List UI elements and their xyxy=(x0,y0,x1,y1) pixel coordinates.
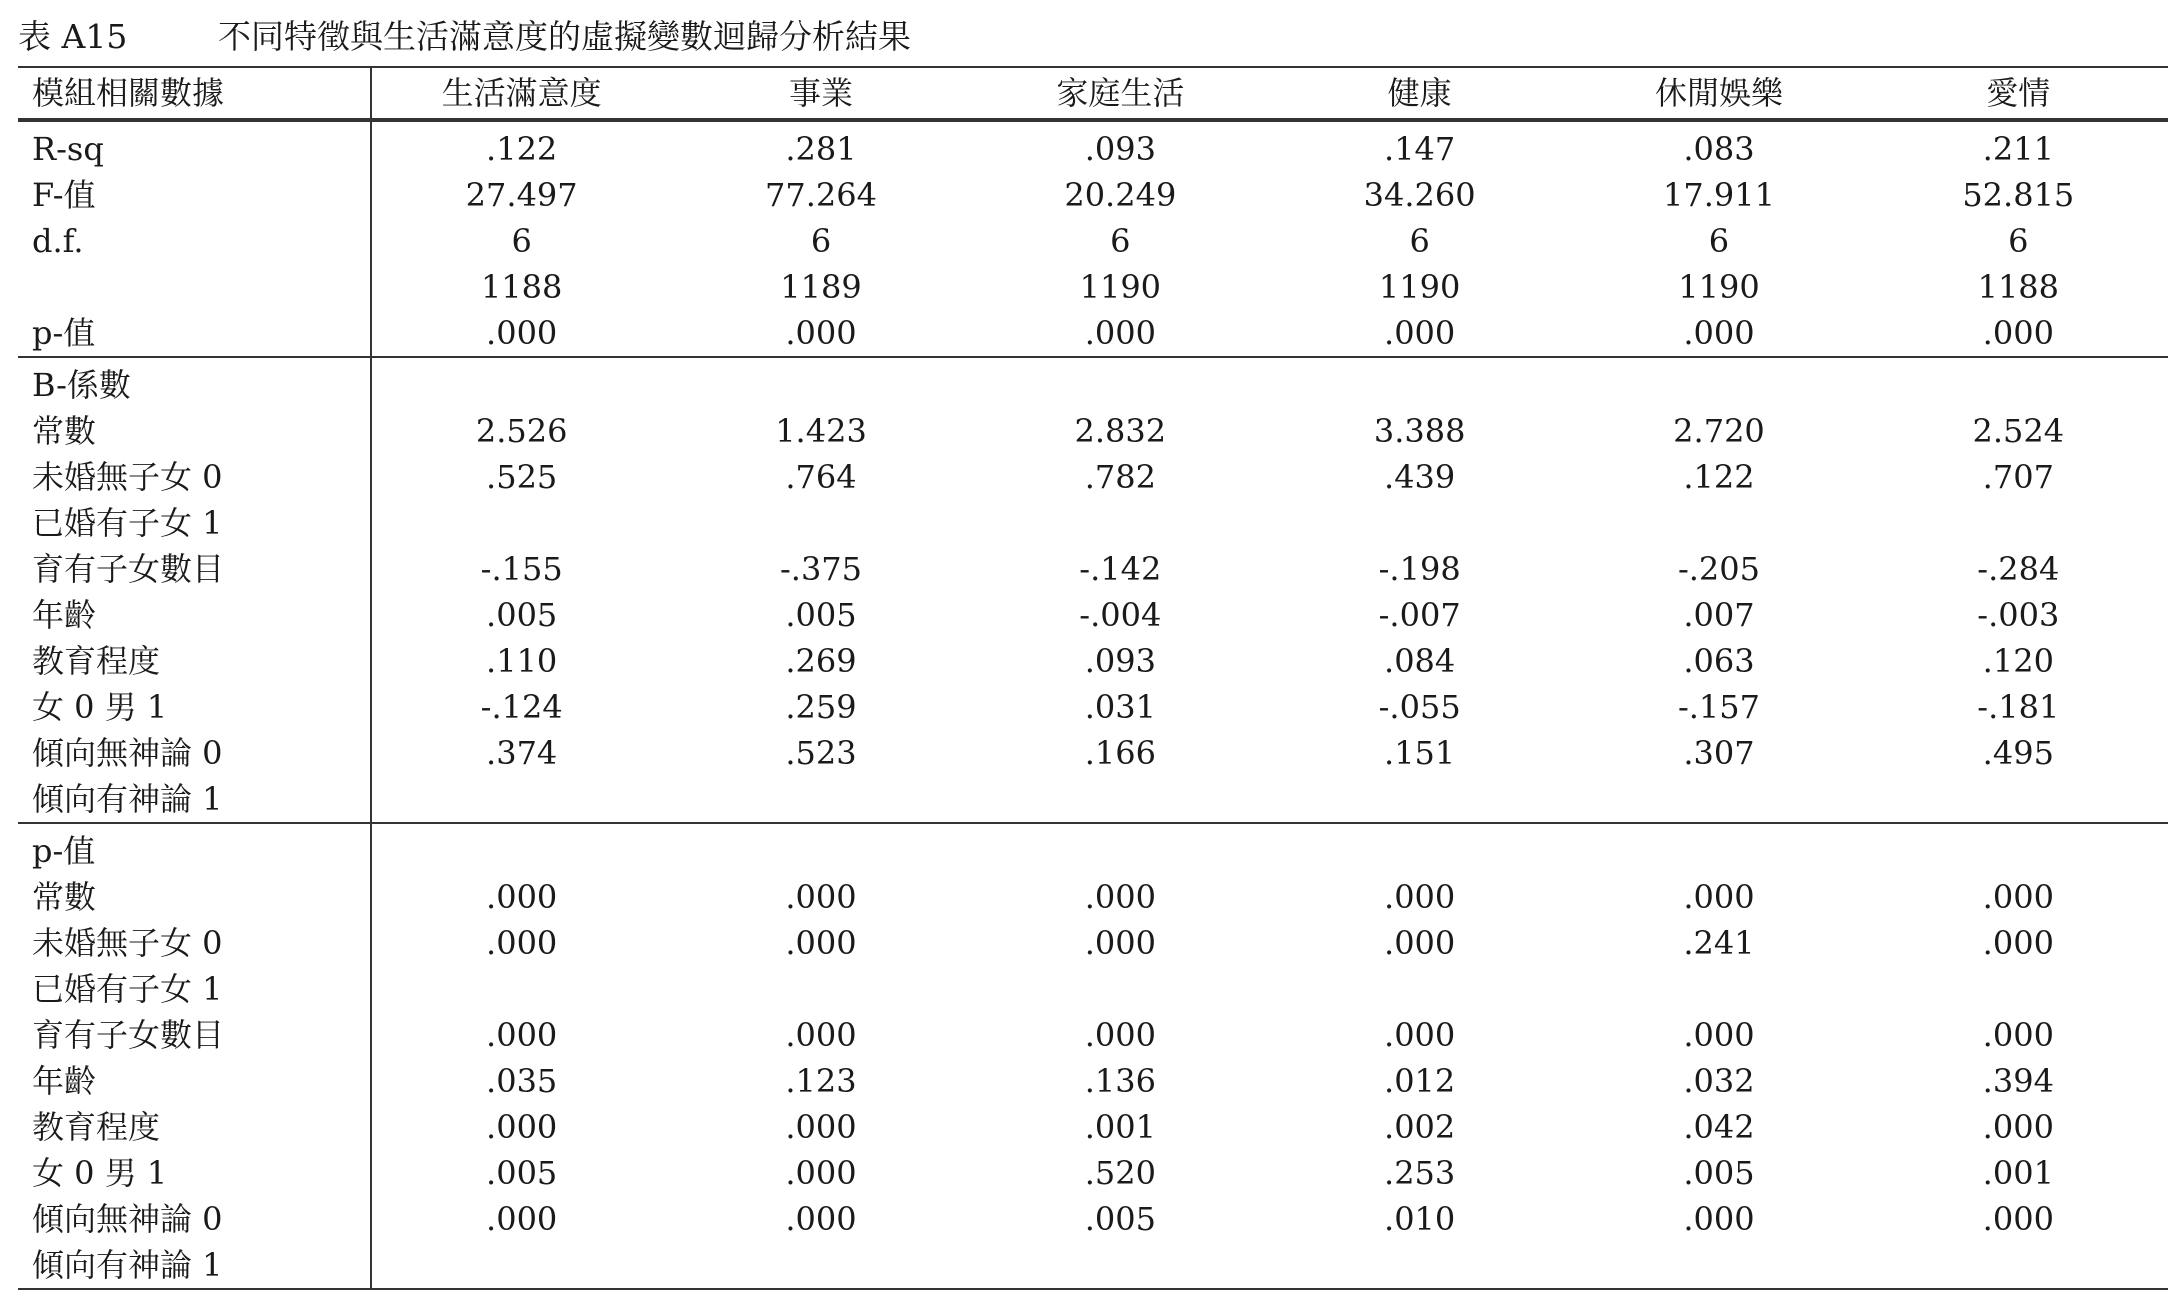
table-cell: .012 xyxy=(1384,1062,1456,1100)
table-cell: .000 xyxy=(1982,878,2054,916)
table-number: 表 A15 xyxy=(18,17,128,56)
table-cell xyxy=(372,828,671,874)
row-label: 年齡 xyxy=(32,596,97,634)
table-cell xyxy=(1569,362,1868,408)
table-cell xyxy=(971,1242,1270,1288)
data-column xyxy=(971,122,1270,356)
table-cell: .211 xyxy=(1982,130,2054,168)
column-header xyxy=(372,68,671,118)
table-cell: .093 xyxy=(1084,130,1156,168)
table-cell xyxy=(971,500,1270,546)
table-cell: .707 xyxy=(1982,458,2054,496)
row-label: 女 0 男 1 xyxy=(32,688,168,726)
table-cell xyxy=(671,1242,970,1288)
table-cell: 34.260 xyxy=(1363,176,1476,214)
row-label-header: 模組相關數據 xyxy=(32,74,225,112)
row-label: 已婚有子女 1 xyxy=(32,970,223,1008)
row-label: 傾向有神論 1 xyxy=(32,780,223,818)
column-header-label: 愛情 xyxy=(1986,74,2051,112)
table-cell: .374 xyxy=(486,734,558,772)
table-cell: .005 xyxy=(1683,1154,1755,1192)
column-header xyxy=(1270,68,1569,118)
table-cell: -.142 xyxy=(1079,550,1162,588)
table-cell xyxy=(1569,1242,1868,1288)
table-cell: .007 xyxy=(1683,596,1755,634)
table-cell xyxy=(372,1242,671,1288)
row-label: 育有子女數目 xyxy=(32,1016,225,1054)
table-cell: .147 xyxy=(1384,130,1456,168)
table-cell: .000 xyxy=(486,1200,558,1238)
table-cell: 2.832 xyxy=(1074,412,1167,450)
table-cell: .005 xyxy=(486,596,558,634)
row-label: 教育程度 xyxy=(32,1108,161,1146)
table-cell: .000 xyxy=(785,1154,857,1192)
regression-table xyxy=(18,66,2168,1290)
table-cell: .093 xyxy=(1084,642,1156,680)
table-caption xyxy=(18,12,911,62)
table-cell: .151 xyxy=(1384,734,1456,772)
row-label: 傾向有神論 1 xyxy=(32,1246,223,1284)
table-cell: .083 xyxy=(1683,130,1755,168)
table-cell: .110 xyxy=(486,642,558,680)
table-cell xyxy=(372,776,671,822)
table-cell: .000 xyxy=(1683,314,1755,352)
table-cell: -.003 xyxy=(1977,596,2060,634)
table-cell: .000 xyxy=(1982,1108,2054,1146)
table-cell: .000 xyxy=(785,924,857,962)
table-cell: .241 xyxy=(1683,924,1755,962)
column-header-label: 生活滿意度 xyxy=(441,74,602,112)
table-cell: 6 xyxy=(2008,222,2029,260)
table-cell xyxy=(971,828,1270,874)
table-cell xyxy=(1869,362,2168,408)
row-label: 未婚無子女 0 xyxy=(32,924,223,962)
table-cell: .000 xyxy=(486,924,558,962)
table-cell: .001 xyxy=(1982,1154,2054,1192)
table-header xyxy=(18,68,2168,120)
table-cell: .063 xyxy=(1683,642,1755,680)
table-cell: .136 xyxy=(1084,1062,1156,1100)
data-column xyxy=(671,358,970,822)
table-cell: 2.524 xyxy=(1972,412,2065,450)
data-column xyxy=(971,824,1270,1288)
table-cell: .000 xyxy=(1084,314,1156,352)
table-cell: 1188 xyxy=(480,268,563,306)
table-cell: .000 xyxy=(1084,1016,1156,1054)
row-label: B-係數 xyxy=(32,366,131,404)
table-cell: 6 xyxy=(810,222,832,260)
row-label: 常數 xyxy=(32,412,97,450)
table-cell: .782 xyxy=(1084,458,1156,496)
table-cell: .269 xyxy=(785,642,857,680)
table-cell: .122 xyxy=(486,130,558,168)
column-header-label: 休閒娛樂 xyxy=(1654,74,1783,112)
table-cell xyxy=(1869,828,2168,874)
table-cell: -.198 xyxy=(1378,550,1461,588)
data-column xyxy=(971,358,1270,822)
table-cell: .000 xyxy=(1084,878,1156,916)
table-cell: -.205 xyxy=(1677,550,1760,588)
table-cell: .259 xyxy=(785,688,857,726)
table-cell xyxy=(1270,776,1569,822)
column-header-label: 健康 xyxy=(1387,74,1452,112)
table-cell: .000 xyxy=(1982,1200,2054,1238)
table-cell: -.124 xyxy=(480,688,563,726)
table-cell xyxy=(971,966,1270,1012)
table-cell: .307 xyxy=(1683,734,1755,772)
table-cell: -.004 xyxy=(1079,596,1162,634)
table-cell xyxy=(1270,500,1569,546)
table-cell: -.055 xyxy=(1378,688,1461,726)
table-cell: 17.911 xyxy=(1662,176,1775,214)
data-column xyxy=(671,824,970,1288)
table-cell: .439 xyxy=(1384,458,1456,496)
table-cell: 27.497 xyxy=(465,176,578,214)
table-cell: .000 xyxy=(1384,1016,1456,1054)
table-cell: 2.720 xyxy=(1673,412,1765,450)
table-cell: .010 xyxy=(1384,1200,1456,1238)
table-cell xyxy=(1569,966,1868,1012)
table-cell xyxy=(372,966,671,1012)
data-column xyxy=(372,824,671,1288)
table-cell: 2.526 xyxy=(475,412,568,450)
column-header xyxy=(971,68,1270,118)
table-cell: .523 xyxy=(785,734,857,772)
table-cell xyxy=(671,500,970,546)
data-column xyxy=(1569,358,1868,822)
table-cell xyxy=(1869,966,2168,1012)
table-cell: 1.423 xyxy=(775,412,867,450)
table-cell: .035 xyxy=(486,1062,558,1100)
table-cell: 1188 xyxy=(1977,268,2060,306)
row-label: d.f. xyxy=(32,222,84,260)
column-header-label: 事業 xyxy=(788,74,853,112)
table-cell: .001 xyxy=(1084,1108,1156,1146)
table-cell: .000 xyxy=(1683,1016,1755,1054)
table-cell: .005 xyxy=(486,1154,558,1192)
row-label: 年齡 xyxy=(32,1062,97,1100)
table-cell: .000 xyxy=(486,1108,558,1146)
table-cell: 6 xyxy=(1708,222,1730,260)
table-cell: .000 xyxy=(1683,1200,1755,1238)
b-coefficients-section xyxy=(18,356,2168,822)
table-cell: .000 xyxy=(486,1016,558,1054)
table-cell: 6 xyxy=(1409,222,1430,260)
row-label: 已婚有子女 1 xyxy=(32,504,223,542)
row-label: 未婚無子女 0 xyxy=(32,458,223,496)
table-cell: -.155 xyxy=(480,550,563,588)
table-cell xyxy=(1270,362,1569,408)
data-column xyxy=(1270,358,1569,822)
table-cell xyxy=(1569,828,1868,874)
table-cell: .123 xyxy=(785,1062,857,1100)
row-label: R-sq xyxy=(32,130,104,168)
table-cell: .005 xyxy=(1084,1200,1156,1238)
row-label: 傾向無神論 0 xyxy=(32,734,223,772)
table-cell: .525 xyxy=(486,458,558,496)
data-column xyxy=(1569,122,1868,356)
table-cell: .000 xyxy=(1384,314,1456,352)
table-cell xyxy=(1270,1242,1569,1288)
table-cell: .000 xyxy=(1384,924,1456,962)
table-cell: 6 xyxy=(1110,222,1131,260)
table-cell: 1190 xyxy=(1079,268,1162,306)
row-label: 女 0 男 1 xyxy=(32,1154,168,1192)
column-header xyxy=(671,68,970,118)
table-cell: .394 xyxy=(1982,1062,2054,1100)
table-cell: .000 xyxy=(785,1200,857,1238)
table-cell: -.007 xyxy=(1378,596,1461,634)
data-column xyxy=(1869,824,2168,1288)
table-cell xyxy=(671,966,970,1012)
column-header xyxy=(1569,68,1868,118)
table-cell: .166 xyxy=(1084,734,1156,772)
table-cell: .002 xyxy=(1384,1108,1456,1146)
data-column xyxy=(1569,824,1868,1288)
table-cell: .000 xyxy=(1683,878,1755,916)
data-column xyxy=(372,122,671,356)
table-cell: 77.264 xyxy=(765,176,877,214)
row-label: p-值 xyxy=(32,832,96,870)
row-label: F-值 xyxy=(32,176,96,214)
table-cell: -.157 xyxy=(1677,688,1760,726)
table-cell xyxy=(671,362,970,408)
table-cell: .032 xyxy=(1683,1062,1755,1100)
row-label: p-值 xyxy=(32,314,96,352)
data-column xyxy=(1869,358,2168,822)
table-cell: 6 xyxy=(511,222,532,260)
table-cell: .000 xyxy=(785,1016,857,1054)
data-column xyxy=(1869,122,2168,356)
table-cell: 1190 xyxy=(1678,268,1760,306)
table-cell xyxy=(671,776,970,822)
table-cell: .495 xyxy=(1982,734,2054,772)
table-cell: .000 xyxy=(785,878,857,916)
table-cell: .520 xyxy=(1084,1154,1156,1192)
table-cell: .005 xyxy=(785,596,857,634)
table-cell: .120 xyxy=(1982,642,2054,680)
table-cell: .281 xyxy=(785,130,857,168)
data-column xyxy=(1270,824,1569,1288)
table-cell: -.284 xyxy=(1977,550,2060,588)
table-cell xyxy=(1569,500,1868,546)
table-title: 不同特徵與生活滿意度的虛擬變數迴歸分析結果 xyxy=(218,17,911,56)
table-cell: .000 xyxy=(486,314,558,352)
table-cell xyxy=(372,362,671,408)
table-cell: .000 xyxy=(785,314,857,352)
table-cell xyxy=(1869,1242,2168,1288)
table-cell: .000 xyxy=(785,1108,857,1146)
table-cell: .253 xyxy=(1384,1154,1456,1192)
row-label: 傾向無神論 0 xyxy=(32,1200,223,1238)
data-column xyxy=(1270,122,1569,356)
table-cell xyxy=(971,362,1270,408)
p-values-section xyxy=(18,822,2168,1288)
model-stats-section xyxy=(18,120,2168,356)
row-label: 教育程度 xyxy=(32,642,161,680)
table-cell xyxy=(1869,500,2168,546)
table-cell: .000 xyxy=(1982,1016,2054,1054)
table-cell: 1190 xyxy=(1378,268,1461,306)
table-cell xyxy=(1569,776,1868,822)
table-cell: .031 xyxy=(1084,688,1156,726)
table-cell xyxy=(1869,776,2168,822)
row-label xyxy=(32,264,370,310)
table-cell: .000 xyxy=(486,878,558,916)
data-column xyxy=(372,358,671,822)
row-label: 常數 xyxy=(32,878,97,916)
table-cell xyxy=(1270,828,1569,874)
table-cell: -.181 xyxy=(1977,688,2060,726)
table-cell: .042 xyxy=(1683,1108,1755,1146)
table-cell: 3.388 xyxy=(1373,412,1466,450)
column-header-label: 家庭生活 xyxy=(1056,74,1185,112)
table-cell: .084 xyxy=(1384,642,1456,680)
table-cell: .764 xyxy=(785,458,857,496)
table-cell: -.375 xyxy=(779,550,863,588)
table-cell xyxy=(971,776,1270,822)
data-column xyxy=(671,122,970,356)
table-cell: 20.249 xyxy=(1064,176,1177,214)
table-cell: .000 xyxy=(1384,878,1456,916)
table-cell xyxy=(671,828,970,874)
table-cell xyxy=(1270,966,1569,1012)
table-cell: 52.815 xyxy=(1962,176,2075,214)
row-label: 育有子女數目 xyxy=(32,550,225,588)
table-cell xyxy=(372,500,671,546)
table-cell: .000 xyxy=(1982,314,2054,352)
table-cell: 1189 xyxy=(780,268,862,306)
table-cell: .000 xyxy=(1982,924,2054,962)
table-cell: .000 xyxy=(1084,924,1156,962)
column-header xyxy=(1869,68,2168,118)
table-cell: .122 xyxy=(1683,458,1755,496)
